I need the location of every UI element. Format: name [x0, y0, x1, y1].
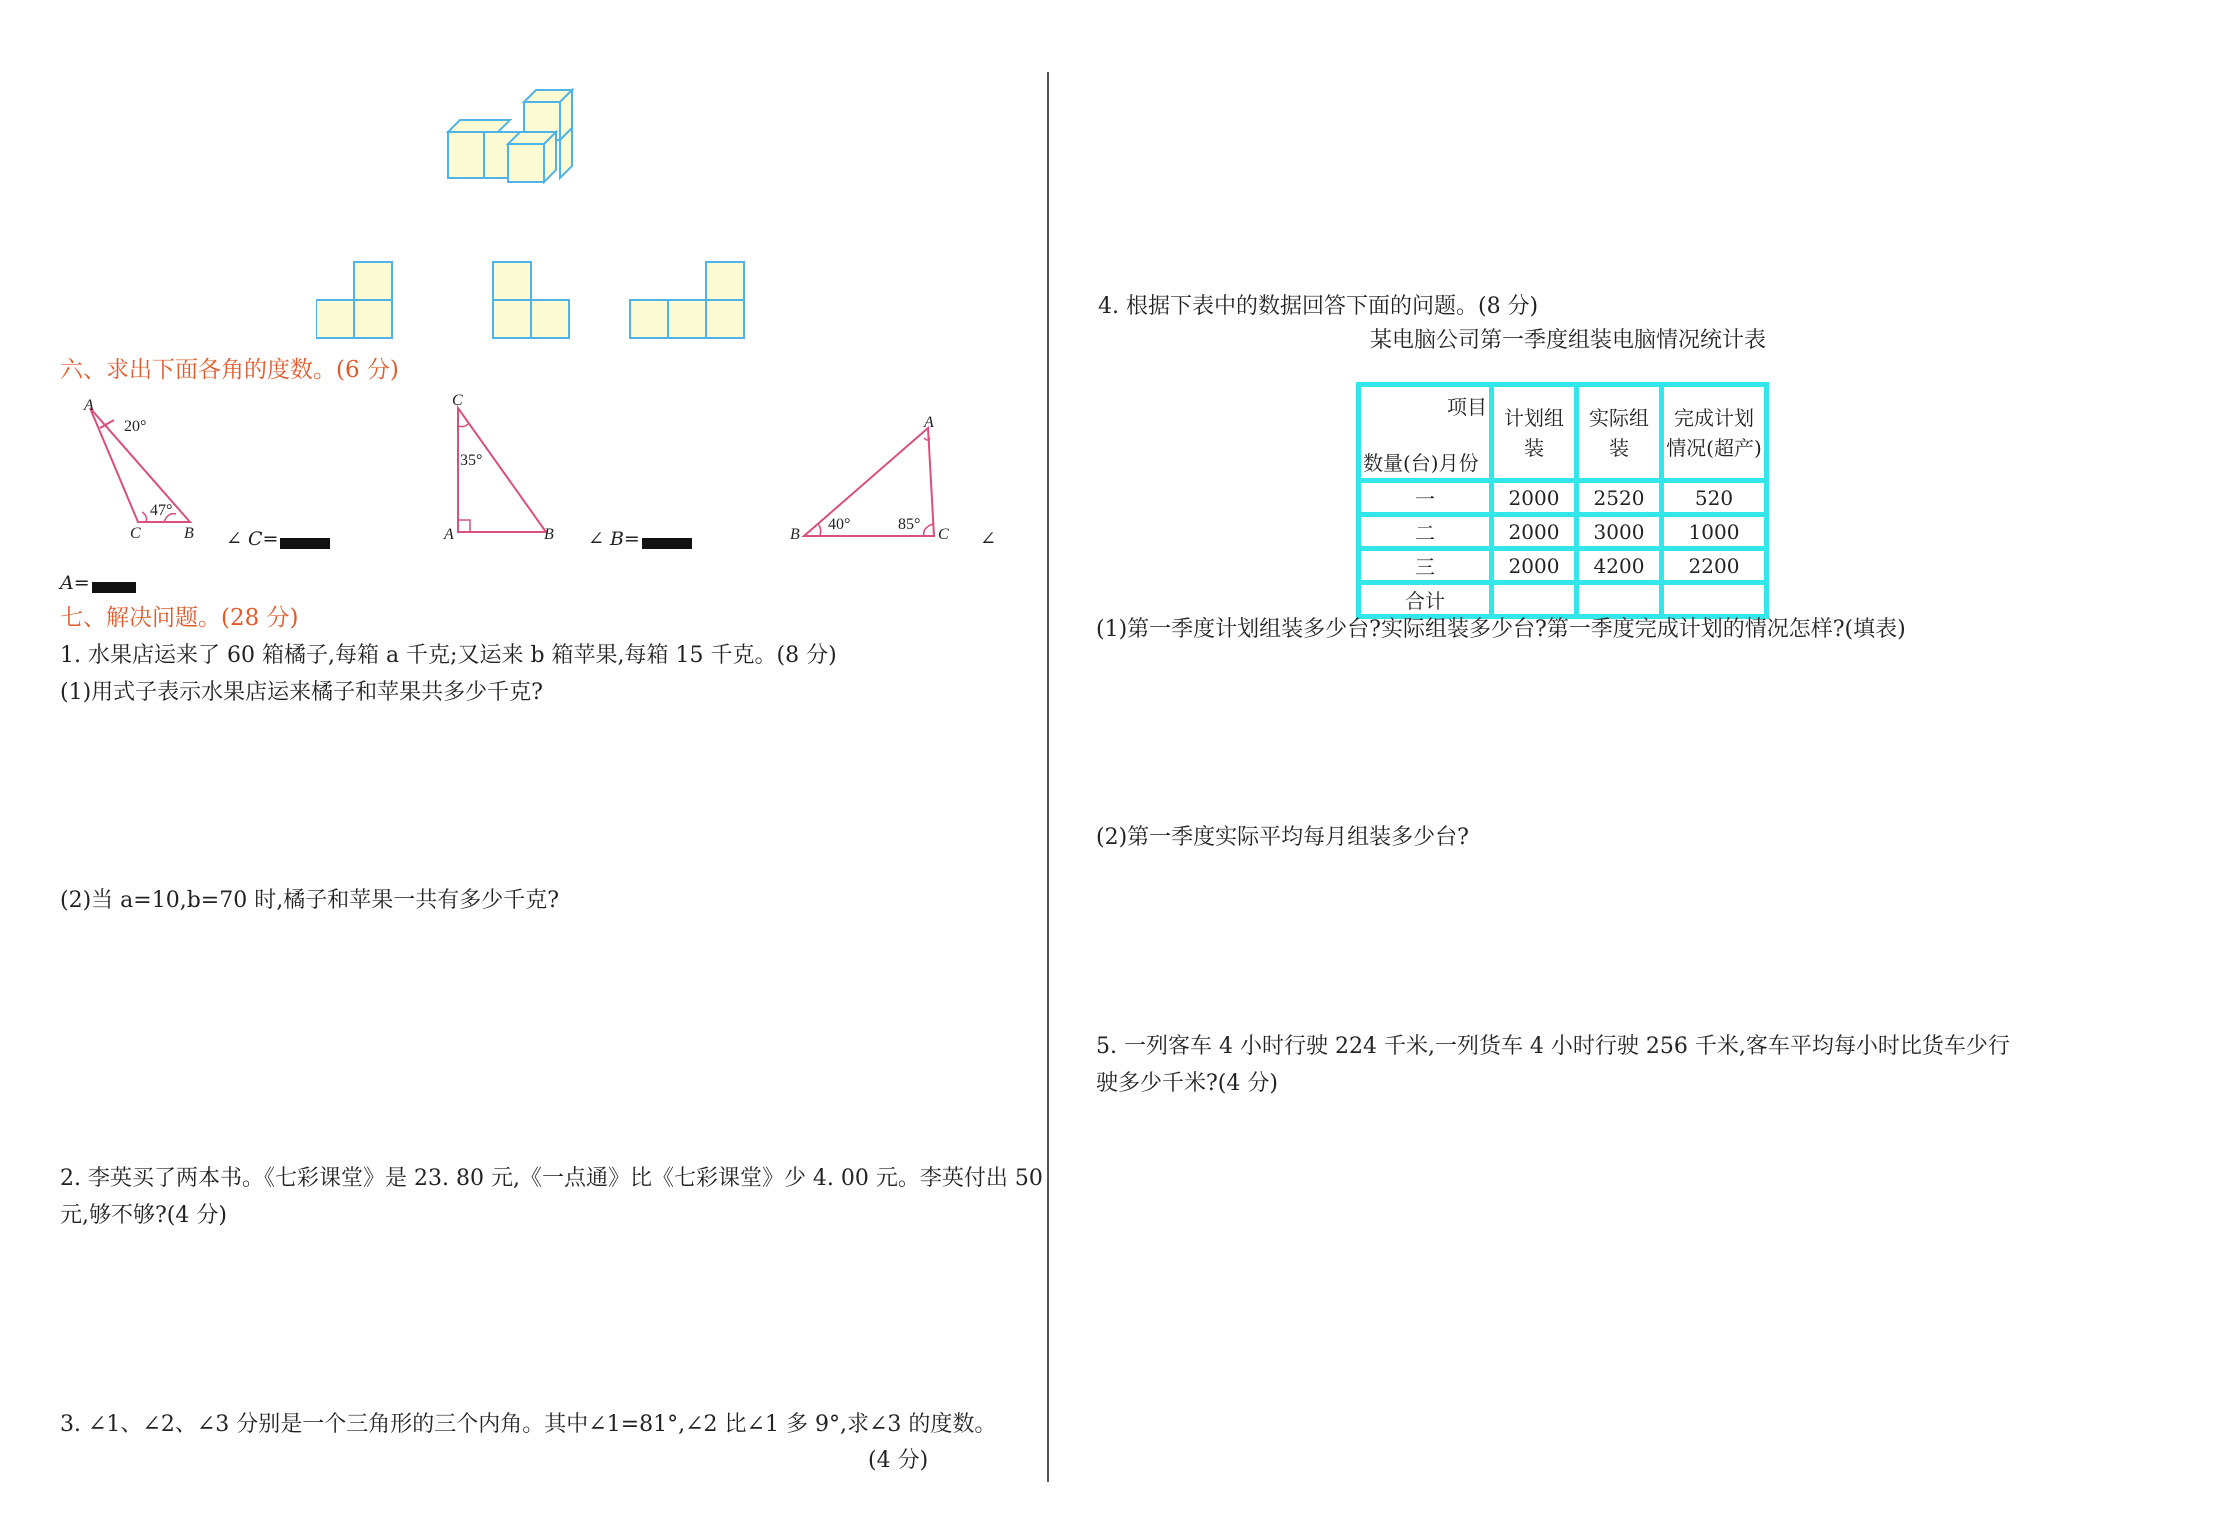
- question-2-line2: 元,够不够?(4 分): [60, 1203, 227, 1228]
- tri1-vertex-a: A: [84, 397, 94, 414]
- table-row: 三 2000 4200 2200: [1359, 549, 1767, 583]
- question-4b: (2)第一季度实际平均每月组装多少台?: [1096, 825, 1469, 850]
- table-header-planned: 计划组装: [1492, 385, 1577, 481]
- question-3-line1: 3. ∠1、∠2、∠3 分别是一个三角形的三个内角。其中∠1=81°,∠2 比∠1 多 9°,求∠3 的度数。: [60, 1412, 997, 1437]
- stats-table: [1356, 382, 1769, 619]
- question-4: 4. 根据下表中的数据回答下面的问题。(8 分): [1098, 294, 1539, 319]
- tri3-vertex-b: B: [790, 526, 800, 543]
- triangle-2: [450, 400, 560, 540]
- tri1-angle-a: 20°: [124, 418, 147, 435]
- section7-title: 七、解决问题。(28 分): [60, 605, 299, 631]
- question-1b: (2)当 a=10,b=70 时,橘子和苹果一共有多少千克?: [60, 888, 559, 913]
- table-header-completion: 完成计划情况(超产): [1662, 385, 1767, 481]
- tri2-vertex-a: A: [444, 526, 454, 543]
- table-header-actual: 实际组装: [1577, 385, 1662, 481]
- table-header-corner: 项目 数量(台)月份: [1359, 385, 1492, 481]
- tri2-vertex-b: B: [544, 526, 554, 543]
- answer-blank[interactable]: [92, 582, 136, 593]
- answer-angle-b: ∠ B=: [588, 528, 692, 551]
- answer-blank[interactable]: [642, 538, 692, 549]
- question-4a: (1)第一季度计划组装多少台?实际组装多少台?第一季度完成计划的情况怎样?(填表): [1096, 617, 1906, 642]
- answer-blank[interactable]: [280, 538, 330, 549]
- table-total-row: 合计: [1359, 583, 1767, 617]
- section6-title: 六、求出下面各角的度数。(6 分): [60, 357, 399, 383]
- tri1-vertex-c: C: [130, 525, 141, 542]
- table-row: 二 2000 3000 1000: [1359, 515, 1767, 549]
- cube-figure: [430, 80, 610, 205]
- tri1-vertex-b: B: [184, 525, 194, 542]
- question-1a: (1)用式子表示水果店运来橘子和苹果共多少千克?: [60, 680, 543, 705]
- tri2-vertex-c: C: [452, 392, 463, 409]
- question-3-line2: (4 分): [868, 1448, 929, 1473]
- tri3-angle-b: 40°: [828, 516, 851, 533]
- tri2-angle-c: 35°: [460, 452, 483, 469]
- column-divider: [1047, 72, 1049, 1482]
- table-title: 某电脑公司第一季度组装电脑情况统计表: [1370, 328, 1767, 353]
- tri1-angle-b: 47°: [150, 502, 173, 519]
- answer-angle-a-prefix: ∠: [980, 528, 996, 550]
- question-2-line1: 2. 李英买了两本书。《七彩课堂》是 23. 80 元,《一点通》比《七彩课堂》少 4. 00 元。李英付出 50: [60, 1166, 1043, 1191]
- triangle-3: [796, 420, 946, 540]
- tri3-vertex-c: C: [938, 526, 949, 543]
- view-top: [628, 260, 748, 340]
- question-5-line1: 5. 一列客车 4 小时行驶 224 千米,一列货车 4 小时行驶 256 千米,客车平均每小时比货车少行: [1096, 1034, 2010, 1059]
- question-1: 1. 水果店运来了 60 箱橘子,每箱 a 千克;又运来 b 箱苹果,每箱 15 千克。(8 分): [60, 643, 837, 668]
- question-5-line2: 驶多少千米?(4 分): [1096, 1071, 1278, 1096]
- tri3-angle-c: 85°: [898, 516, 921, 533]
- total-actual-cell[interactable]: [1577, 583, 1662, 617]
- total-planned-cell[interactable]: [1492, 583, 1577, 617]
- tri3-vertex-a: A: [924, 414, 934, 431]
- view-front: [316, 260, 396, 340]
- total-completion-cell[interactable]: [1662, 583, 1767, 617]
- answer-angle-c: ∠ C=: [226, 528, 330, 551]
- table-row: 一 2000 2520 520: [1359, 481, 1767, 515]
- answer-angle-a: A=: [60, 572, 136, 595]
- view-side: [492, 260, 572, 340]
